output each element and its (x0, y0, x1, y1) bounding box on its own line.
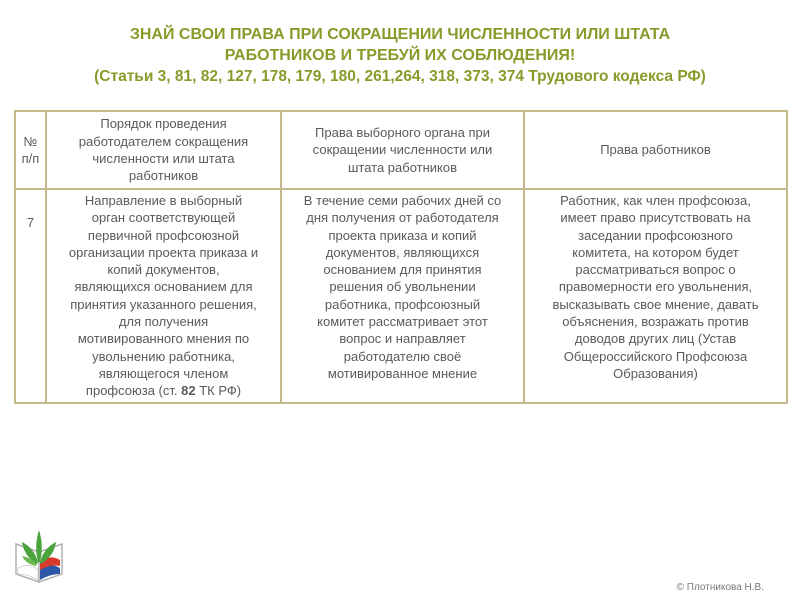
title-line-2: РАБОТНИКОВ И ТРЕБУЙ ИХ СОБЛЮДЕНИЯ! (224, 47, 576, 64)
cell-union-rights: В течение семи рабочих дней со дня получения от работодателя проекта приказа и копий документов, являющихся основанием для принятия решения об увольнении работника, профсоюзный комитет рассматривает этот вопрос и направляет работодателю своё мотивированное мнение (281, 189, 524, 403)
table-header-row (15, 111, 787, 189)
header-number: № п/п (15, 111, 46, 189)
cell-worker-rights: Работник, как член профсоюза, имеет право присутствовать на заседании профсоюзного комитета, на котором будет рассматриваться вопрос о правомерности его увольнения, высказывать свое мнение, давать объяснения, возражать против доводов других лиц (Устав Общероссийского Профсоюза Образования) (524, 189, 787, 403)
title-line-1: ЗНАЙ СВОИ ПРАВА ПРИ СОКРАЩЕНИИ ЧИСЛЕННОСТИ ИЛИ ШТАТА (129, 26, 671, 43)
title-articles-line: (Статьи 3, 81, 82, 127, 178, 179, 180, 261,264, 318, 373, 374 Трудового кодекса РФ) (94, 68, 706, 85)
header-worker-rights: Права работников (524, 111, 787, 189)
header-union-rights: Права выборного органа при сокращении численности или штата работников (281, 111, 524, 189)
rights-table (14, 110, 788, 404)
table-row (15, 189, 787, 403)
header-procedure: Порядок проведения работодателем сокращения численности или штата работников (46, 111, 281, 189)
copyright-text: © Плотникова Н.В. (676, 582, 764, 593)
trade-union-logo-icon (10, 522, 68, 591)
article-number-bold: 82 (181, 383, 196, 399)
row-number: 7 (15, 189, 46, 403)
procedure-last-line: профсоюза (ст. 82 ТК РФ) (85, 383, 242, 399)
cell-procedure: Направление в выборный орган соответствующей первичной профсоюзной организации проекта приказа и копий документов, являющихся основанием для принятия указанного решения, для получения мотивированного мнения по увольнению работника, являющегося членом профсоюза (ст. 82 ТК РФ) (46, 189, 281, 403)
page-title (0, 24, 800, 87)
